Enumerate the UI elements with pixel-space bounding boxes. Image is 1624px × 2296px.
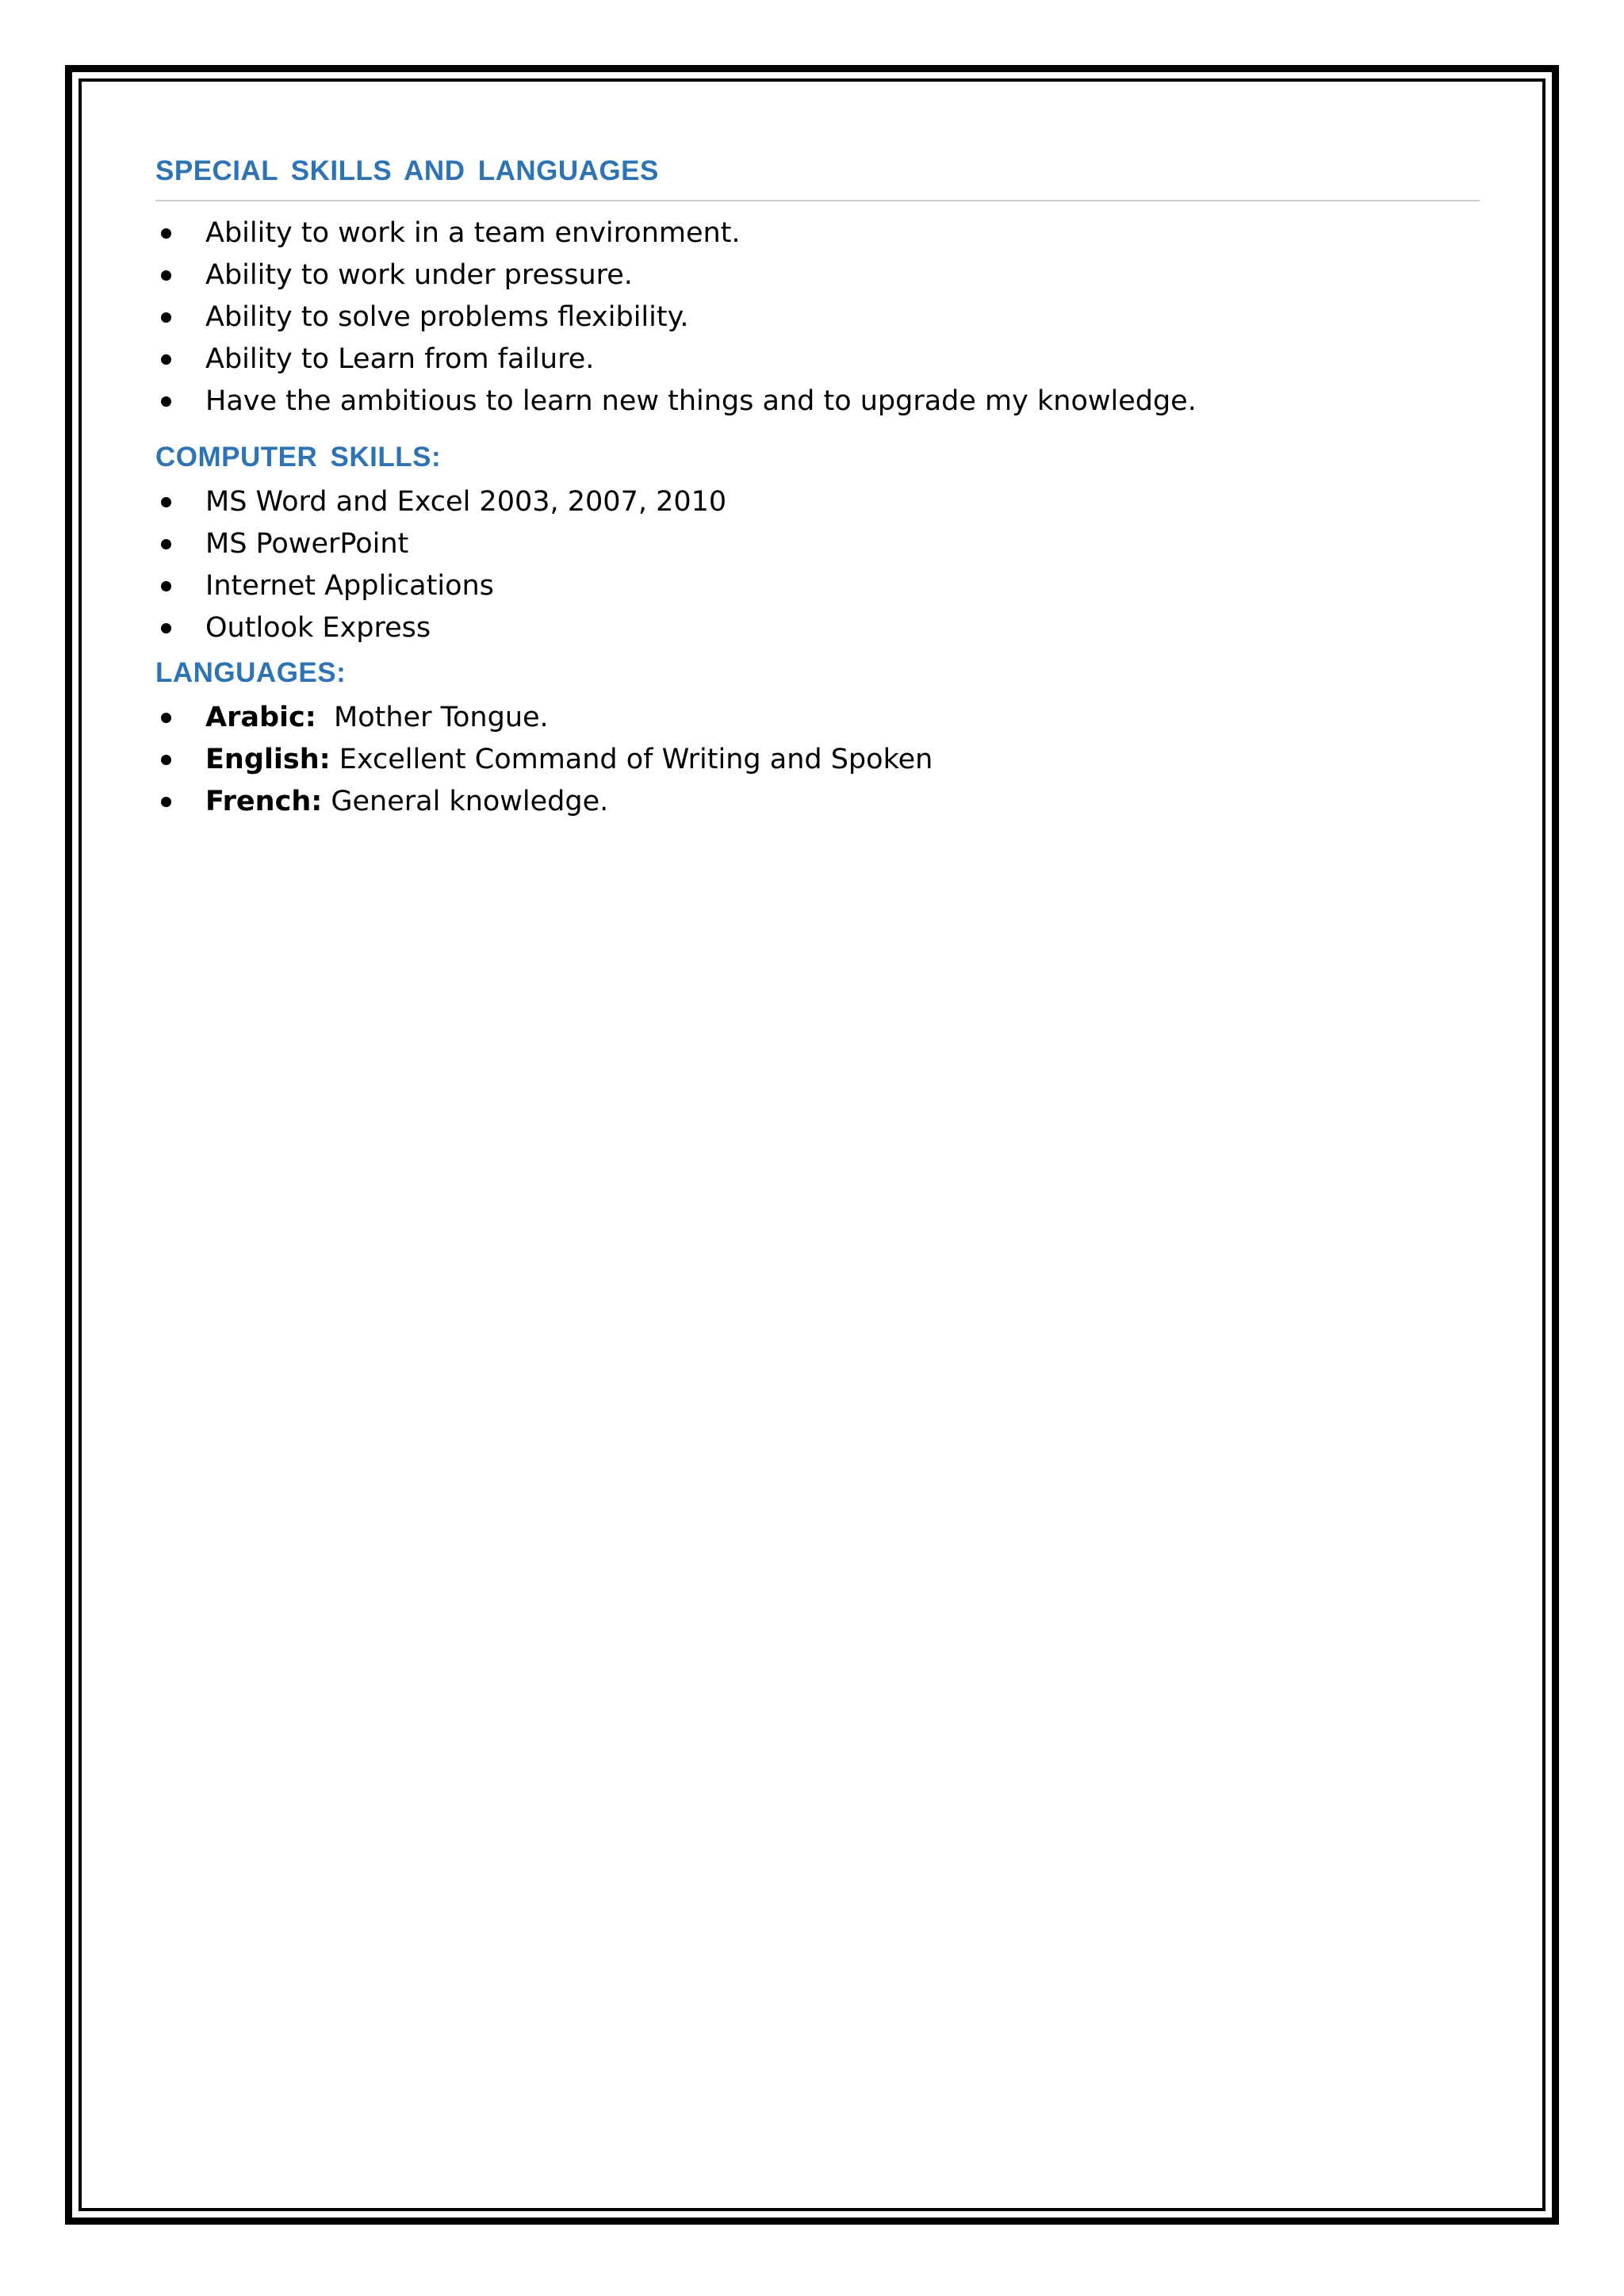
language-name: Arabic: (205, 702, 316, 733)
list-item (155, 481, 1480, 523)
languages-list (155, 697, 1480, 823)
language-name: French: (205, 786, 323, 817)
list-item-text: Internet Applications (205, 570, 494, 602)
bullet-icon (161, 797, 171, 807)
bullet-icon (161, 396, 171, 407)
list-item (155, 254, 1480, 297)
bullet-icon (161, 228, 171, 239)
language-level: General knowledge. (322, 786, 609, 817)
bullet-icon (161, 354, 171, 365)
list-item-text: Ability to Learn from failure. (205, 343, 595, 375)
bullet-icon (161, 581, 171, 591)
list-item (155, 297, 1480, 339)
list-item (155, 381, 1480, 423)
bullet-icon (161, 623, 171, 633)
special-skills-list (155, 212, 1480, 423)
list-item (155, 697, 1480, 739)
special-skills-heading: SPECIAL SKILLS AND LANGUAGES (155, 155, 659, 186)
language-level: Mother Tongue. (316, 702, 549, 733)
list-item (155, 212, 1480, 254)
list-item-text: MS PowerPoint (205, 528, 409, 560)
computer-skills-heading: COMPUTER SKILLS: (155, 442, 442, 473)
list-item-text: MS Word and Excel 2003, 2007, 2010 (205, 486, 727, 518)
list-item (155, 339, 1480, 381)
bullet-icon (161, 713, 171, 723)
list-item (155, 565, 1480, 607)
bullet-icon (161, 312, 171, 323)
section-divider (155, 200, 1480, 201)
list-item (155, 781, 1480, 823)
list-item-text: Ability to solve problems flexibility. (205, 301, 689, 333)
list-item-text: Have the ambitious to learn new things and to upgrade my knowledge. (205, 385, 1197, 417)
languages-heading: LANGUAGES: (155, 657, 347, 688)
list-item (155, 739, 1480, 781)
language-name: English: (205, 744, 331, 775)
list-item-text: Outlook Express (205, 612, 431, 644)
language-level: Excellent Command of Writing and Spoken (330, 744, 933, 775)
bullet-icon (161, 270, 171, 281)
list-item (155, 607, 1480, 649)
page-content (155, 147, 1480, 823)
computer-skills-list (155, 481, 1480, 649)
bullet-icon (161, 755, 171, 765)
bullet-icon (161, 497, 171, 507)
bullet-icon (161, 539, 171, 549)
list-item (155, 523, 1480, 565)
list-item-text: Ability to work in a team environment. (205, 217, 741, 249)
list-item-text: Ability to work under pressure. (205, 259, 633, 291)
